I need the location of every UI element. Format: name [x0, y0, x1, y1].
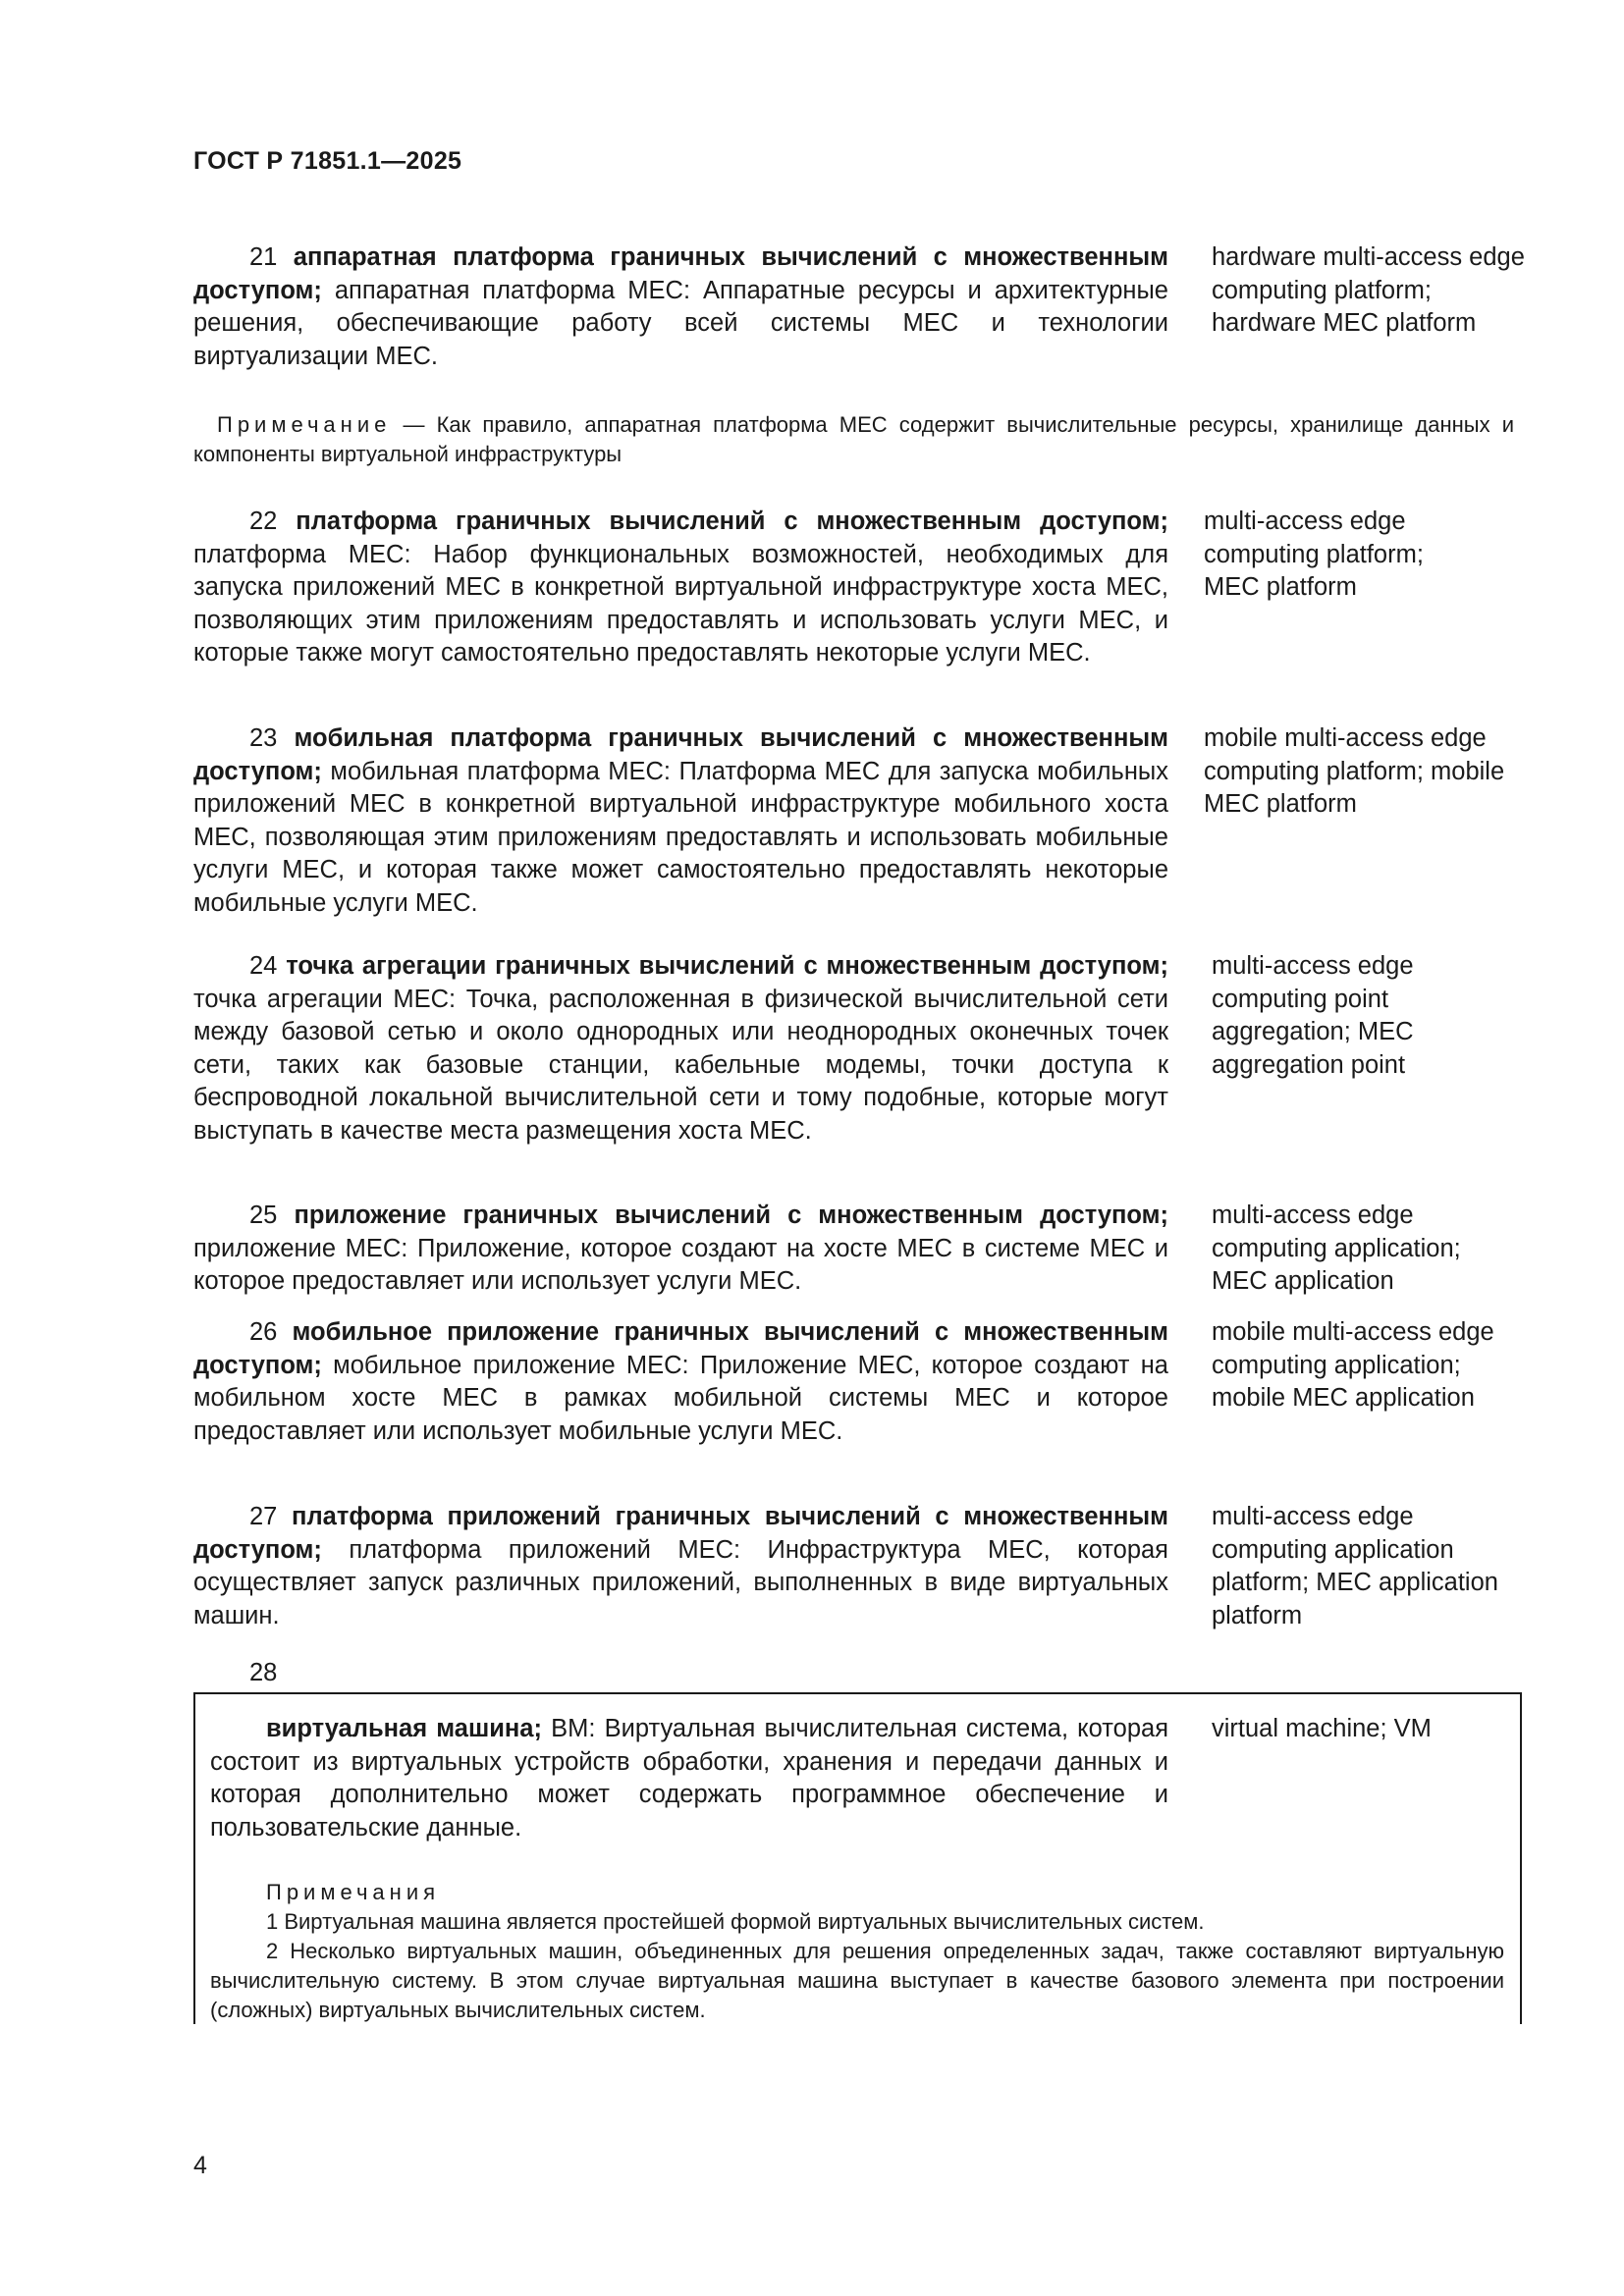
- term-27-en: multi-access edge computing application platform; MEC application platform: [1212, 1503, 1498, 1629]
- term-22-en: multi-access edge computing platform; MEC platform: [1204, 507, 1424, 602]
- term-definition: ВМ: Виртуальная вычислительная система, которая состоит из виртуальных устройств обработки, хранения и передачи данных и которая дополнительно может содержать программное обеспечение и пользовательские данные.: [210, 1715, 1168, 1842]
- term-21-en: hardware multi-access edge computing platform; hardware MEC platform: [1212, 243, 1525, 338]
- term-number: 26: [249, 1318, 278, 1346]
- term-27-ru: [193, 1501, 1168, 1632]
- term-25-ru: [193, 1200, 1168, 1299]
- term-name: платформа граничных вычислений с множественным доступом;: [296, 507, 1168, 535]
- term-name: мобильная платформа граничных вычислений с множественным доступом;: [193, 724, 1168, 785]
- term-23-ru: [193, 722, 1168, 921]
- term-name: виртуальная машина;: [266, 1715, 542, 1742]
- term-number: 27: [249, 1503, 278, 1530]
- term-22-ru: [193, 506, 1168, 670]
- term-21-ru: [193, 241, 1168, 373]
- term-number: 25: [249, 1201, 278, 1229]
- term-24-en: multi-access edge computing point aggregation; MEC aggregation point: [1212, 952, 1414, 1079]
- term-name: платформа приложений граничных вычислений с множественным доступом;: [193, 1503, 1168, 1564]
- term-definition: платформа приложений МЕС: Инфраструктура МЕС, которая осуществляет запуск различных приложений, выполненных в виде виртуальных машин.: [193, 1535, 1168, 1629]
- term-26-en: mobile multi-access edge computing application; mobile MEC application: [1212, 1318, 1494, 1413]
- term-24-ru: [193, 950, 1168, 1148]
- term-28-note-2: 2 Несколько виртуальных машин, объединенных для решения определенных задач, также составляют виртуальную вычислительную систему. В этом случае виртуальная машина выступает в качестве базового элемента при построении (сложных) виртуальных вычислительных систем.: [210, 1939, 1504, 2022]
- term-name: точка агрегации граничных вычислений с множественным доступом;: [286, 952, 1168, 980]
- term-number: 22: [249, 507, 278, 535]
- term-28-notes-label: Примечания: [266, 1880, 441, 1904]
- term-definition: приложение МЕС: Приложение, которое создают на хосте МЕС в системе МЕС и которое предоставляет или использует услуги МЕС.: [193, 1234, 1168, 1296]
- term-name: аппаратная платформа граничных вычислений с множественным доступом;: [193, 243, 1168, 304]
- term-definition: точка агрегации МЕС: Точка, расположенная в физической вычислительной сети между базовой сетью и около однородных или неоднородных оконечных точек сети, таких как базовые станции, кабельные модемы, точки доступа к беспроводной локальной вычислительной сети и тому подобные, которые могут выступать в качестве места размещения хоста МЕС.: [193, 985, 1168, 1145]
- term-name: мобильное приложение граничных вычислений с множественным доступом;: [193, 1318, 1168, 1379]
- term-definition: мобильная платформа МЕС: Платформа МЕС для запуска мобильных приложений МЕС в конкретной виртуальной инфраструктуре мобильного хоста МЕС, позволяющая этим приложениям предоставлять и использовать мобильные услуги МЕС, и которая также может самостоятельно предоставлять некоторые мобильные услуги МЕС.: [193, 757, 1168, 917]
- term-23-en: mobile multi-access edge computing platform; mobile MEC platform: [1204, 724, 1505, 819]
- term-28-number: 28: [249, 1659, 278, 1686]
- term-number: 23: [249, 724, 278, 752]
- term-26-ru: [193, 1316, 1168, 1448]
- term-definition: мобильное приложение МЕС: Приложение МЕС, которое создают на мобильном хосте МЕС в рамках мобильной системы МЕС и которое предоставляет или использует мобильные услуги МЕС.: [193, 1351, 1168, 1445]
- term-28-en: virtual machine; VM: [1212, 1715, 1432, 1742]
- term-definition: платформа МЕС: Набор функциональных возможностей, необходимых для запуска приложений МЕС в конкретной виртуальной инфраструктуре хоста МЕС, позволяющих этим приложениям предоставлять и использовать услуги МЕС, и которые также могут самостоятельно предоставлять некоторые услуги МЕС.: [193, 540, 1168, 667]
- note-label: Примечание: [217, 412, 392, 437]
- term-28-note-1: 1 Виртуальная машина является простейшей формой виртуальных вычислительных систем.: [266, 1909, 1205, 1934]
- term-25-en: multi-access edge computing application; MEC application: [1212, 1201, 1461, 1296]
- term-definition: аппаратная платформа МЕС: Аппаратные ресурсы и архитектурные решения, обеспечивающие работу всей системы МЕС и технологии виртуализации МЕС.: [193, 276, 1168, 370]
- term-28-ru: [210, 1713, 1168, 1844]
- term-number: 24: [249, 952, 278, 980]
- term-number: 21: [249, 243, 278, 271]
- term-name: приложение граничных вычислений с множественным доступом;: [294, 1201, 1168, 1229]
- document-header: ГОСТ Р 71851.1—2025: [193, 147, 462, 175]
- page-number: 4: [193, 2152, 207, 2179]
- note-text: — Как правило, аппаратная платформа МЕС содержит вычислительные ресурсы, хранилище данных и компоненты виртуальной инфраструктуры: [193, 412, 1514, 466]
- term-21-note: [193, 410, 1514, 469]
